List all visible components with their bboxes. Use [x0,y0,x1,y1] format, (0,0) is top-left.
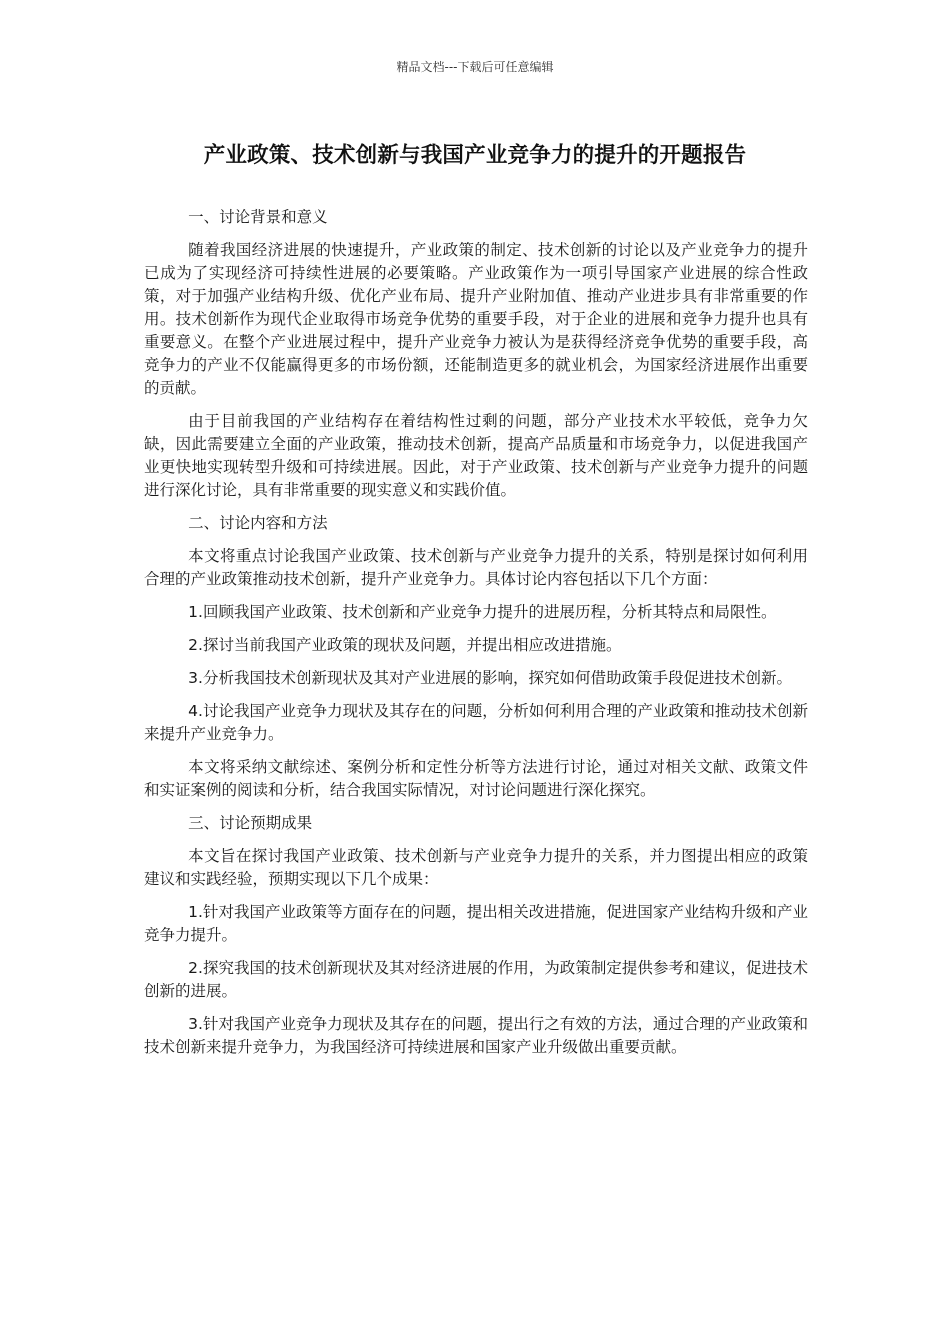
list-item: 3.针对我国产业竞争力现状及其存在的问题，提出行之有效的方法，通过合理的产业政策和技术创新来提升竞争力，为我国经济可持续进展和国家产业升级做出重要贡献。 [144,1015,808,1056]
list-item: 1.回顾我国产业政策、技术创新和产业竞争力提升的进展历程，分析其特点和局限性。 [188,603,777,621]
paragraph: 随着我国经济进展的快速提升，产业政策的制定、技术创新的讨论以及产业竞争力的提升已成为了实现经济可持续性进展的必要策略。产业政策作为一项引导国家产业进展的综合性政策，对于加强产业结构升级、优化产业布局、提升产业附加值、推动产业进步具有非常重要的作用。技术创新作为现代企业取得市场竞争优势的重要手段，对于企业的进展和竞争力提升也具有重要意义。在整个产业进展过程中，提升产业竞争力被认为是获得经济竞争优势的重要手段，高竞争力的产业不仅能赢得更多的市场份额，还能制造更多的就业机会，为国家经济进展作出重要的贡献。 [144,241,808,397]
page-header-note: 精品文档---下载后可任意编辑 [396,60,554,74]
list-item: 1.针对我国产业政策等方面存在的问题，提出相关改进措施，促进国家产业结构升级和产业竞争力提升。 [144,903,808,944]
paragraph: 由于目前我国的产业结构存在着结构性过剩的问题，部分产业技术水平较低，竞争力欠缺，因此需要建立全面的产业政策，推动技术创新，提高产品质量和市场竞争力，以促进我国产业更快地实现转型升级和可持续进展。因此，对于产业政策、技术创新与产业竞争力提升的问题进行深化讨论，具有非常重要的现实意义和实践价值。 [144,412,808,499]
section-heading-background: 一、讨论背景和意义 [188,208,328,226]
paragraph: 本文将重点讨论我国产业政策、技术创新与产业竞争力提升的关系，特别是探讨如何利用合理的产业政策推动技术创新，提升产业竞争力。具体讨论内容包括以下几个方面： [144,547,808,588]
document-body [144,206,808,1069]
section-heading-expected-results: 三、讨论预期成果 [188,814,313,832]
list-item: 2.探究我国的技术创新现状及其对经济进展的作用，为政策制定提供参考和建议，促进技术创新的进展。 [144,959,808,1000]
list-item: 3.分析我国技术创新现状及其对产业进展的影响，探究如何借助政策手段促进技术创新。 [188,669,792,687]
paragraph: 本文将采纳文献综述、案例分析和定性分析等方法进行讨论，通过对相关文献、政策文件和实证案例的阅读和分析，结合我国实际情况，对讨论问题进行深化探究。 [144,758,808,799]
document-title: 产业政策、技术创新与我国产业竞争力的提升的开题报告 [203,143,747,168]
list-item: 4.讨论我国产业竞争力现状及其存在的问题，分析如何利用合理的产业政策和推动技术创新来提升产业竞争力。 [144,702,808,743]
paragraph: 本文旨在探讨我国产业政策、技术创新与产业竞争力提升的关系，并力图提出相应的政策建议和实践经验，预期实现以下几个成果： [144,847,808,888]
list-item: 2.探讨当前我国产业政策的现状及问题，并提出相应改进措施。 [188,636,622,654]
section-heading-content-methods: 二、讨论内容和方法 [188,514,328,532]
